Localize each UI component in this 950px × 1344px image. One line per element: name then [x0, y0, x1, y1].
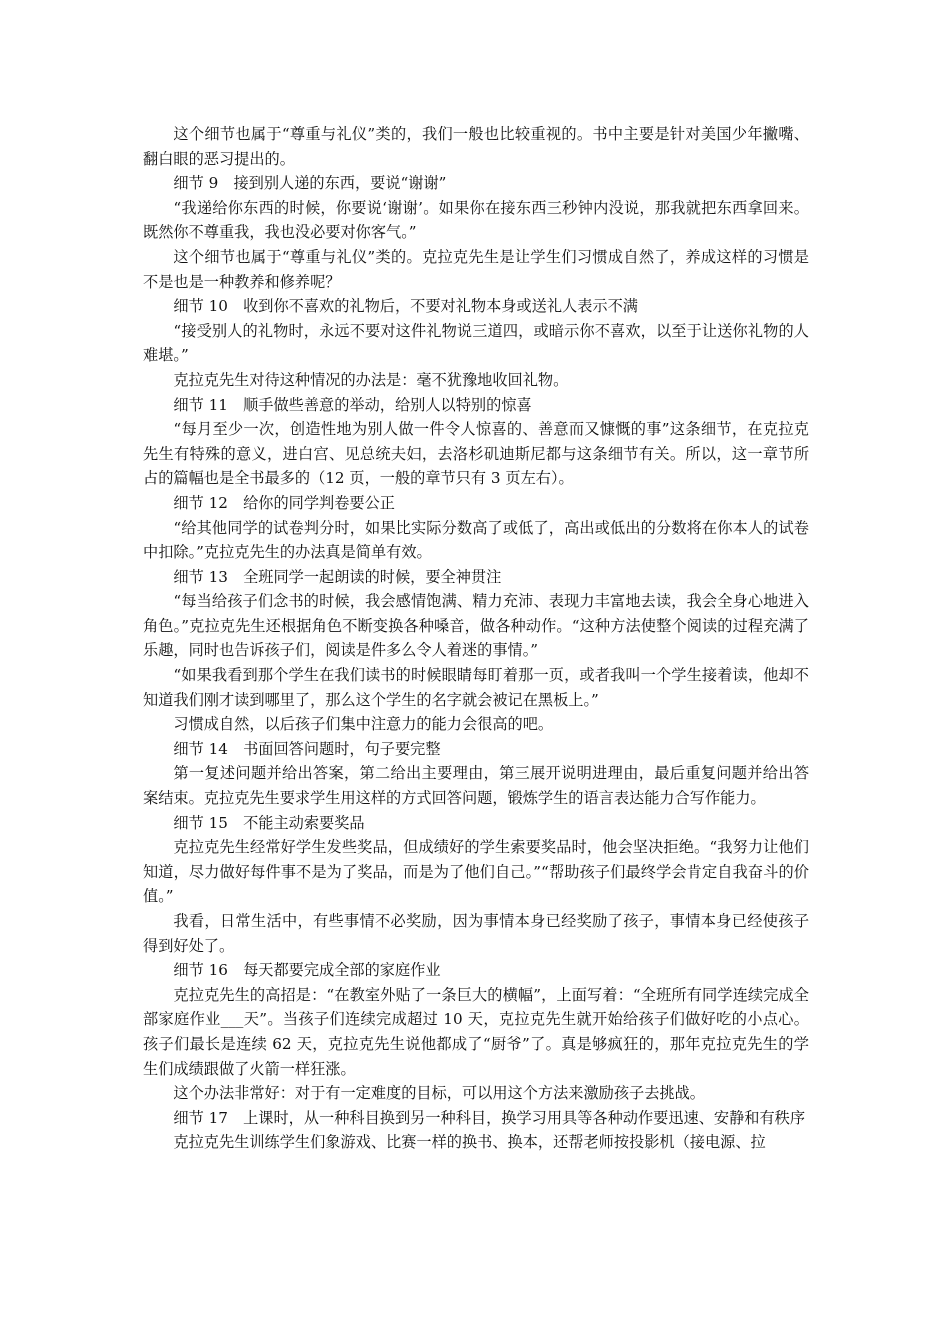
paragraph: 克拉克先生经常好学生发些奖品，但成绩好的学生索要奖品时，他会坚决拒绝。“我努力让他们知道，尽力做好每件事不是为了奖品，而是为了他们自己。”“帮助孩子们最终学会肯定自我奋斗的价值。”	[143, 838, 809, 906]
section-heading: 细节 16 每天都要完成全部的家庭作业	[173, 961, 441, 980]
paragraph: 克拉克先生训练学生们象游戏、比赛一样的换书、换本，还帮老师按投影机（接电源、拉	[173, 1133, 766, 1152]
document-page	[143, 122, 809, 1155]
section-heading: 细节 14 书面回答问题时，句子要完整	[173, 739, 441, 758]
paragraph: “如果我看到那个学生在我们读书的时候眼睛每盯着那一页，或者我叫一个学生接着读，他却不知道我们刚才读到哪里了，那么这个学生的名字就会被记在黑板上。”	[143, 666, 809, 709]
paragraph: “每月至少一次，创造性地为别人做一件令人惊喜的、善意而又慷慨的事”这条细节，在克拉克先生有特殊的意义，进白宫、见总统夫妇，去洛杉矶迪斯尼都与这条细节有关。所以，这一章节所占的篇幅也是全书最多的（12 页，一般的章节只有 3 页左右）。	[143, 420, 809, 488]
paragraph: 我看，日常生活中，有些事情不必奖励，因为事情本身已经奖励了孩子，事情本身已经使孩子得到好处了。	[143, 912, 809, 955]
paragraph: 这个细节也属于“尊重与礼仪”类的。克拉克先生是让学生们习惯成自然了，养成这样的习惯是不是也是一种教养和修养呢？	[143, 247, 809, 291]
paragraph: “每当给孩子们念书的时候，我会感情饱满、精力充沛、表现力丰富地去读，我会全身心地进入角色。”克拉克先生还根据角色不断变换各种嗓音，做各种动作。“这种方法使整个阅读的过程充满了乐趣，同时也告诉孩子们，阅读是件多么令人着迷的事情。”	[143, 592, 809, 660]
paragraph: 第一复述问题并给出答案，第二给出主要理由，第三展开说明进理由，最后重复问题并给出答案结束。克拉克先生要求学生用这样的方式回答问题，锻炼学生的语言表达能力合写作能力。	[143, 764, 809, 808]
paragraph: “给其他同学的试卷判分时，如果比实际分数高了或低了，高出或低出的分数将在你本人的试卷中扣除。”克拉克先生的办法真是简单有效。	[143, 518, 809, 562]
paragraph: 克拉克先生的高招是：“在教室外贴了一条巨大的横幅”，上面写着：“全班所有同学连续完成全部家庭作业___天”。当孩子们连续完成超过 10 天，克拉克先生就开始给孩子们做好吃的小点心。孩子们最长是连续 62 天，克拉克先生说他都成了“厨爷”了。真是够疯狂的，那年克拉克先生的学生们成绩跟做了火箭一样狂涨。	[143, 985, 809, 1078]
section-heading: 细节 15 不能主动索要奖品	[173, 813, 365, 832]
section-heading: 细节 9 接到别人递的东西，要说“谢谢”	[173, 174, 447, 193]
paragraph: “接受别人的礼物时，永远不要对这件礼物说三道四，或暗示你不喜欢，以至于让送你礼物的人难堪。”	[143, 321, 809, 365]
paragraph: “我递给你东西的时候，你要说‘谢谢’。如果你在接东西三秒钟内没说，那我就把东西拿回来。既然你不尊重我，我也没必要对你客气。”	[143, 198, 809, 242]
section-heading: 细节 13 全班同学一起朗读的时候，要全神贯注	[173, 567, 502, 586]
section-heading: 细节 11 顺手做些善意的举动，给别人以特别的惊喜	[173, 395, 532, 414]
paragraph: 这个细节也属于“尊重与礼仪”类的，我们一般也比较重视的。书中主要是针对美国少年撇嘴、翻白眼的恶习提出的。	[143, 125, 809, 168]
section-heading: 细节 10 收到你不喜欢的礼物后，不要对礼物本身或送礼人表示不满	[173, 297, 638, 316]
paragraph: 这个办法非常好：对于有一定难度的目标，可以用这个方法来激励孩子去挑战。	[173, 1084, 705, 1103]
section-heading: 细节 17 上课时，从一种科目换到另一种科目，换学习用具等各种动作要迅速、安静和有秩序	[173, 1108, 806, 1127]
paragraph: 克拉克先生对待这种情况的办法是：毫不犹豫地收回礼物。	[173, 370, 569, 389]
paragraph: 习惯成自然，以后孩子们集中注意力的能力会很高的吧。	[173, 715, 554, 734]
section-heading: 细节 12 给你的同学判卷要公正	[173, 493, 395, 512]
